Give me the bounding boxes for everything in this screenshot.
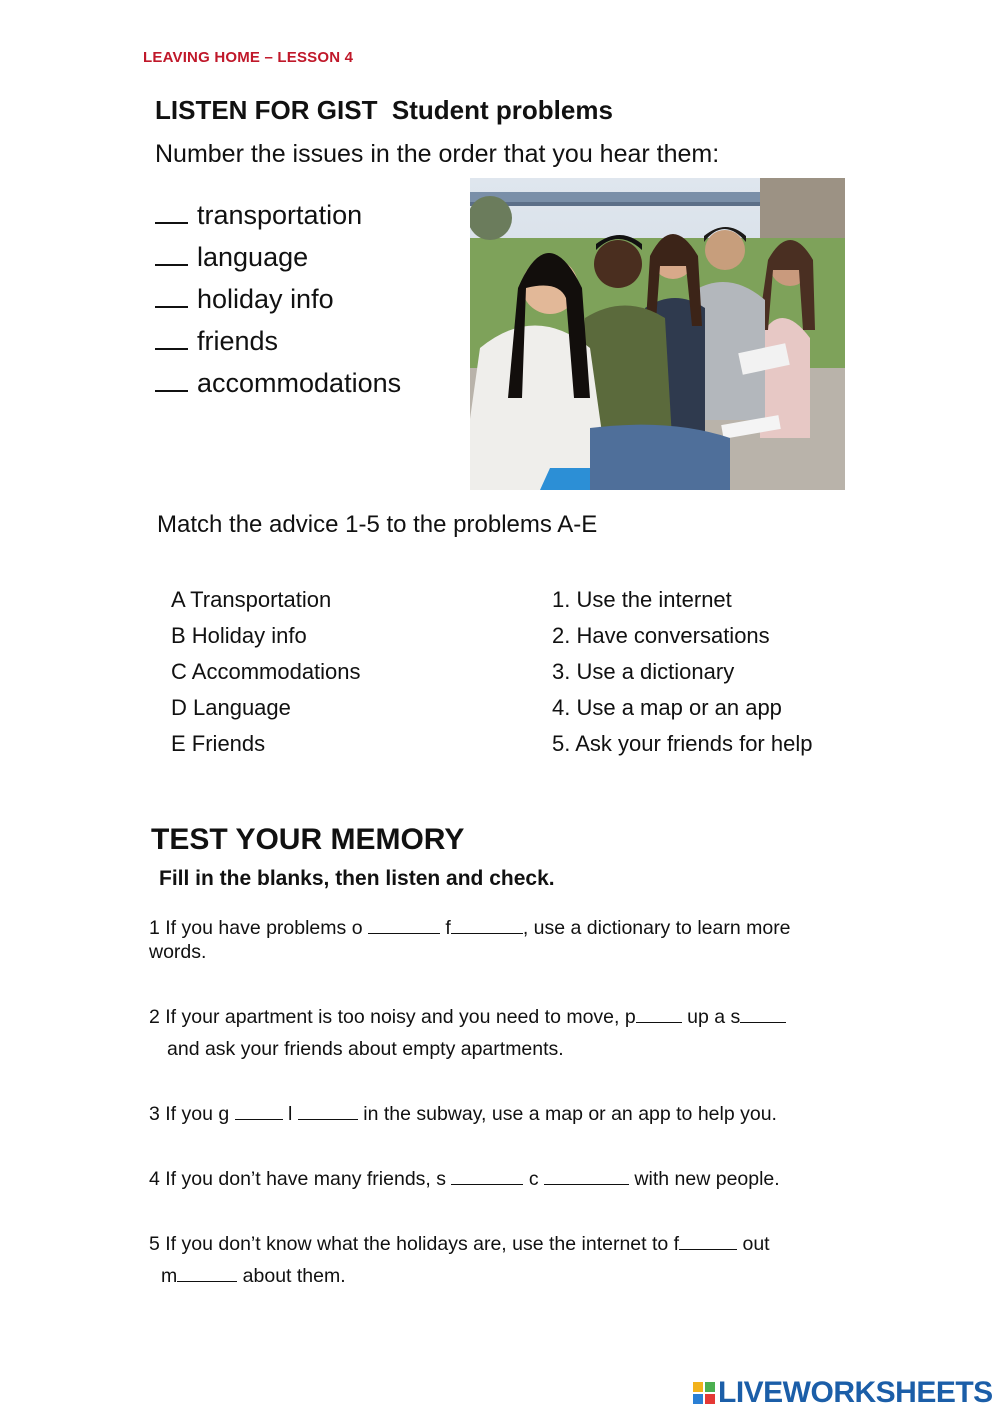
- answer-blank[interactable]: [235, 1103, 283, 1120]
- problem-item: E Friends: [171, 731, 266, 756]
- answer-blank[interactable]: [544, 1168, 629, 1185]
- sentence-text: 3 If you g: [149, 1103, 235, 1125]
- answer-blank[interactable]: [679, 1233, 737, 1250]
- sentence-text: out: [737, 1233, 770, 1255]
- problem-item: D Language: [171, 695, 291, 720]
- answer-blank[interactable]: [368, 917, 440, 934]
- students-photo: [470, 178, 845, 490]
- sentence-text: in the subway, use a map or an app to help you.: [357, 1103, 777, 1125]
- advice-item: 1. Use the internet: [552, 587, 732, 612]
- answer-blank[interactable]: [636, 1006, 682, 1023]
- answer-blank[interactable]: [155, 240, 188, 266]
- section-title-gist: LISTEN FOR GIST Student problems: [155, 95, 613, 125]
- fill-sentence-5-cont: [161, 1265, 346, 1288]
- issue-item: [155, 324, 278, 357]
- sentence-text: 5 If you don’t know what the holidays are, use the internet to f: [149, 1233, 680, 1255]
- problem-item: A Transportation: [171, 587, 332, 612]
- sentence-text: 1 If you have problems o: [149, 917, 368, 939]
- fill-sentence-1-cont: words.: [149, 941, 207, 963]
- lesson-header: LEAVING HOME – LESSON 4: [143, 49, 354, 66]
- sentence-text: up a s: [681, 1006, 741, 1028]
- memory-instruction: Fill in the blanks, then listen and check.: [159, 867, 555, 890]
- issue-item: [155, 366, 401, 399]
- sentence-text: l: [282, 1103, 298, 1125]
- answer-blank[interactable]: [155, 282, 188, 308]
- advice-item: 4. Use a map or an app: [552, 695, 782, 720]
- issue-item: [155, 240, 308, 273]
- answer-blank[interactable]: [177, 1265, 237, 1282]
- section-title-memory: TEST YOUR MEMORY: [151, 823, 465, 856]
- answer-blank[interactable]: [451, 1168, 523, 1185]
- issue-label: holiday info: [197, 284, 334, 314]
- problem-item: B Holiday info: [171, 623, 307, 648]
- answer-blank[interactable]: [155, 324, 188, 350]
- issue-label: transportation: [197, 200, 363, 230]
- answer-blank[interactable]: [298, 1103, 358, 1120]
- sentence-text: about them.: [237, 1265, 346, 1287]
- fill-sentence-2: [149, 1006, 786, 1029]
- logo-text: LIVEWORKSHEETS: [718, 1376, 993, 1409]
- issue-label: friends: [197, 326, 279, 356]
- problem-item: C Accommodations: [171, 659, 361, 684]
- issue-label: accommodations: [197, 368, 402, 398]
- issue-label: language: [197, 242, 309, 272]
- issue-item: [155, 198, 362, 231]
- sentence-text: c: [523, 1168, 545, 1190]
- fill-sentence-1: [149, 917, 791, 940]
- answer-blank[interactable]: [740, 1006, 786, 1023]
- fill-sentence-3: [149, 1103, 777, 1126]
- sentence-text: , use a dictionary to learn more: [522, 917, 791, 939]
- fill-sentence-2-cont: and ask your friends about empty apartments.: [167, 1038, 564, 1060]
- sentence-text: 2 If your apartment is too noisy and you need to move, p: [149, 1006, 636, 1028]
- answer-blank[interactable]: [155, 198, 188, 224]
- fill-sentence-4: [149, 1168, 780, 1191]
- sentence-text: f: [439, 917, 451, 939]
- gist-instruction: Number the issues in the order that you hear them:: [155, 140, 720, 168]
- answer-blank[interactable]: [155, 366, 188, 392]
- advice-item: 3. Use a dictionary: [552, 659, 735, 684]
- issue-item: [155, 282, 334, 315]
- sentence-text: 4 If you don’t have many friends, s: [149, 1168, 452, 1190]
- advice-item: 5. Ask your friends for help: [552, 731, 813, 756]
- logo-squares-icon: [693, 1382, 715, 1404]
- match-instruction: Match the advice 1-5 to the problems A-E: [157, 511, 598, 538]
- advice-item: 2. Have conversations: [552, 623, 770, 648]
- sentence-text: with new people.: [629, 1168, 780, 1190]
- answer-blank[interactable]: [451, 917, 523, 934]
- sentence-text: m: [161, 1265, 178, 1287]
- fill-sentence-5: [149, 1233, 770, 1256]
- liveworksheets-logo: [693, 1376, 993, 1410]
